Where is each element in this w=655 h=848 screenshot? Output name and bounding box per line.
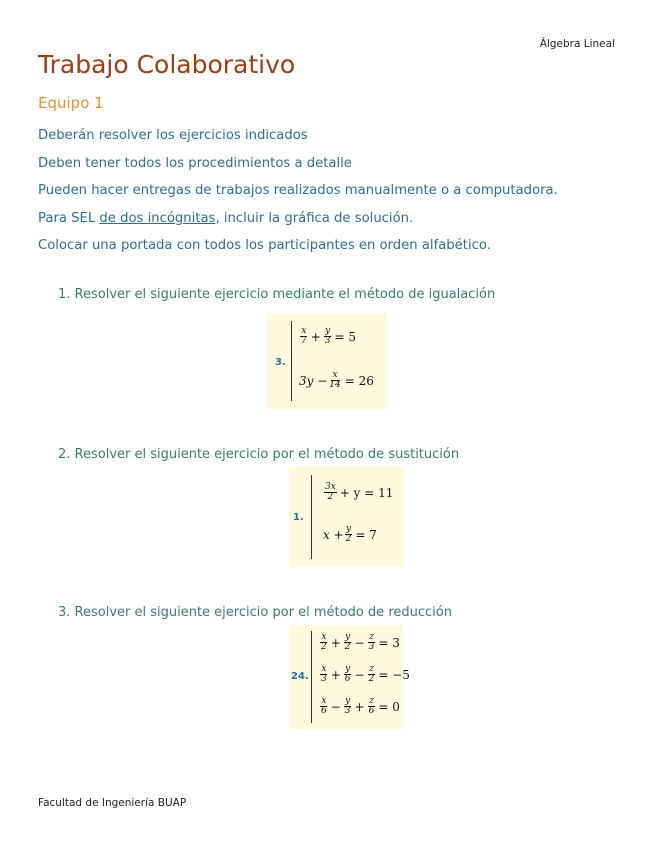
instruction-line-sel <box>38 205 558 233</box>
exercise-2-label: 2. Resolver el siguiente ejercicio por el método de sustitución <box>58 447 460 462</box>
instruction-text: Para SEL <box>38 210 100 226</box>
exercise-3-label: 3. Resolver el siguiente ejercicio por el método de reducción <box>58 605 452 620</box>
equation-line: $\frac{x}{2}$ + $\frac{y}{2}$ − $\frac{z}{3}$ = 3 <box>321 632 400 652</box>
equation-line: $\frac{x}{6}$ − $\frac{y}{3}$ + $\frac{z}{6}$ = 0 <box>321 696 400 716</box>
equation-line: $\frac{x}{3}$ + $\frac{y}{6}$ − $\frac{z}{2}$ = −5 <box>321 664 410 684</box>
exercise-number: 24. <box>291 671 309 682</box>
instruction-line: Deberán resolver los ejercicios indicados <box>38 128 308 143</box>
brace-icon <box>311 475 312 559</box>
instruction-line: Colocar una portada con todos los participantes en orden alfabético. <box>38 238 491 253</box>
equation-line: $\frac{x}{7}$ + $\frac{y}{3}$ = 5 <box>301 326 357 346</box>
instructions-list <box>38 122 558 260</box>
exercise-3-equation-image <box>289 625 410 729</box>
equation-line: x + $\frac{y}{2}$ = 7 <box>323 524 377 544</box>
team-heading: Equipo 1 <box>38 94 104 112</box>
instruction-text: , incluir la gráfica de solución. <box>215 210 414 226</box>
exercise-1-label: 1. Resolver el siguiente ejercicio mediante el método de igualación <box>58 287 496 302</box>
equation-line: $\frac{3x}{2}$ + y = 11 <box>325 482 394 502</box>
brace-icon <box>311 631 312 723</box>
exercise-number: 3. <box>275 357 286 368</box>
footer-institution: Facultad de Ingeniería BUAP <box>38 797 187 809</box>
header-subject: Álgebra Lineal <box>539 38 615 50</box>
instruction-line: Pueden hacer entregas de trabajos realizados manualmente o a computadora. <box>38 183 558 198</box>
two-unknowns-link[interactable]: de dos incógnitas <box>99 210 216 226</box>
exercise-1-equation-image <box>267 313 387 409</box>
exercise-2-equation-image <box>289 467 404 567</box>
page-title: Trabajo Colaborativo <box>38 50 296 79</box>
exercise-number: 1. <box>293 512 304 523</box>
brace-icon <box>291 321 292 401</box>
instruction-line: Deben tener todos los procedimientos a detalle <box>38 155 352 171</box>
equation-line: 3y − $\frac{x}{14}$ = 26 <box>299 370 374 390</box>
